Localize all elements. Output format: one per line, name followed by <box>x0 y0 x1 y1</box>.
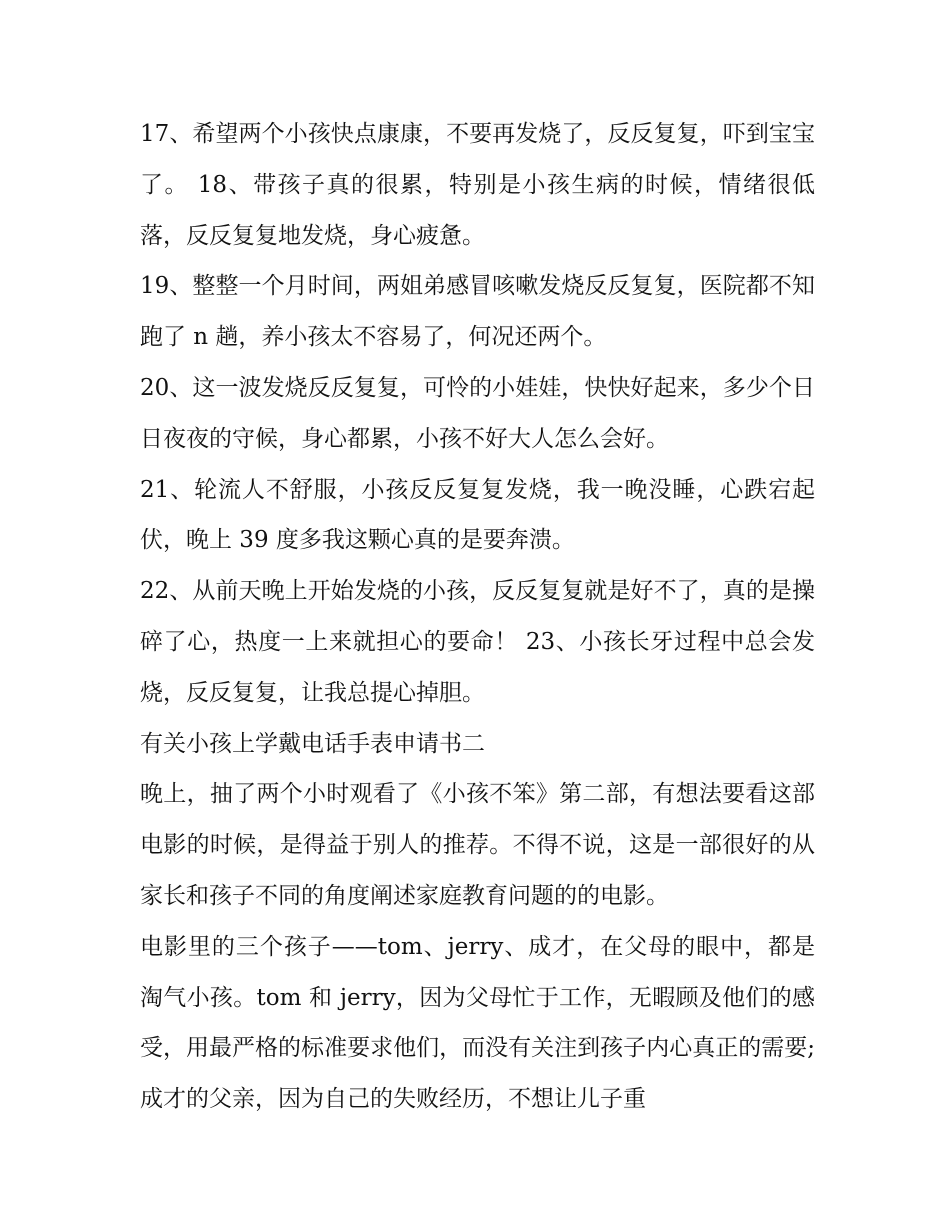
paragraph-item-22-23: 22、从前天晚上开始发烧的小孩，反反复复就是好不了，真的是操碎了心，热度一上来就担心的要命！ 23、小孩长牙过程中总会发烧，反反复复，让我总提心掉胆。 <box>140 578 815 706</box>
section-heading: 有关小孩上学戴电话手表申请书二 <box>140 730 485 757</box>
movie-intro-paragraph: 晚上，抽了两个小时观看了《小孩不笨》第二部，有想法要看这部电影的时候，是得益于别人的推荐。不得不说，这是一部很好的从家长和孩子不同的角度阐述家庭教育问题的的电影。 <box>140 781 815 909</box>
document-body <box>140 109 815 1125</box>
paragraph-item-19: 19、整整一个月时间，两姐弟感冒咳嗽发烧反反复复，医院都不知跑了 n 趟，养小孩太不容易了，何况还两个。 <box>140 273 815 351</box>
paragraph-item-17-18: 17、希望两个小孩快点康康，不要再发烧了，反反复复，吓到宝宝了。 18、带孩子真的很累，特别是小孩生病的时候，情绪很低落，反反复复地发烧，身心疲惫。 <box>140 121 815 249</box>
paragraph-item-21: 21、轮流人不舒服，小孩反反复复发烧，我一晚没睡，心跌宕起伏，晚上 39 度多我这颗心真的是要奔溃。 <box>140 476 815 554</box>
paragraph-item-20: 20、这一波发烧反反复复，可怜的小娃娃，快快好起来，多少个日日夜夜的守候，身心都累，小孩不好大人怎么会好。 <box>140 374 815 452</box>
movie-characters-paragraph: 电影里的三个孩子——tom、jerry、成才，在父母的眼中，都是淘气小孩。tom 和 jerry，因为父母忙于工作，无暇顾及他们的感受，用最严格的标准要求他们，而没有关注到孩子内心真正的需要;成才的父亲，因为自己的失败经历，不想让儿子重 <box>140 933 815 1113</box>
